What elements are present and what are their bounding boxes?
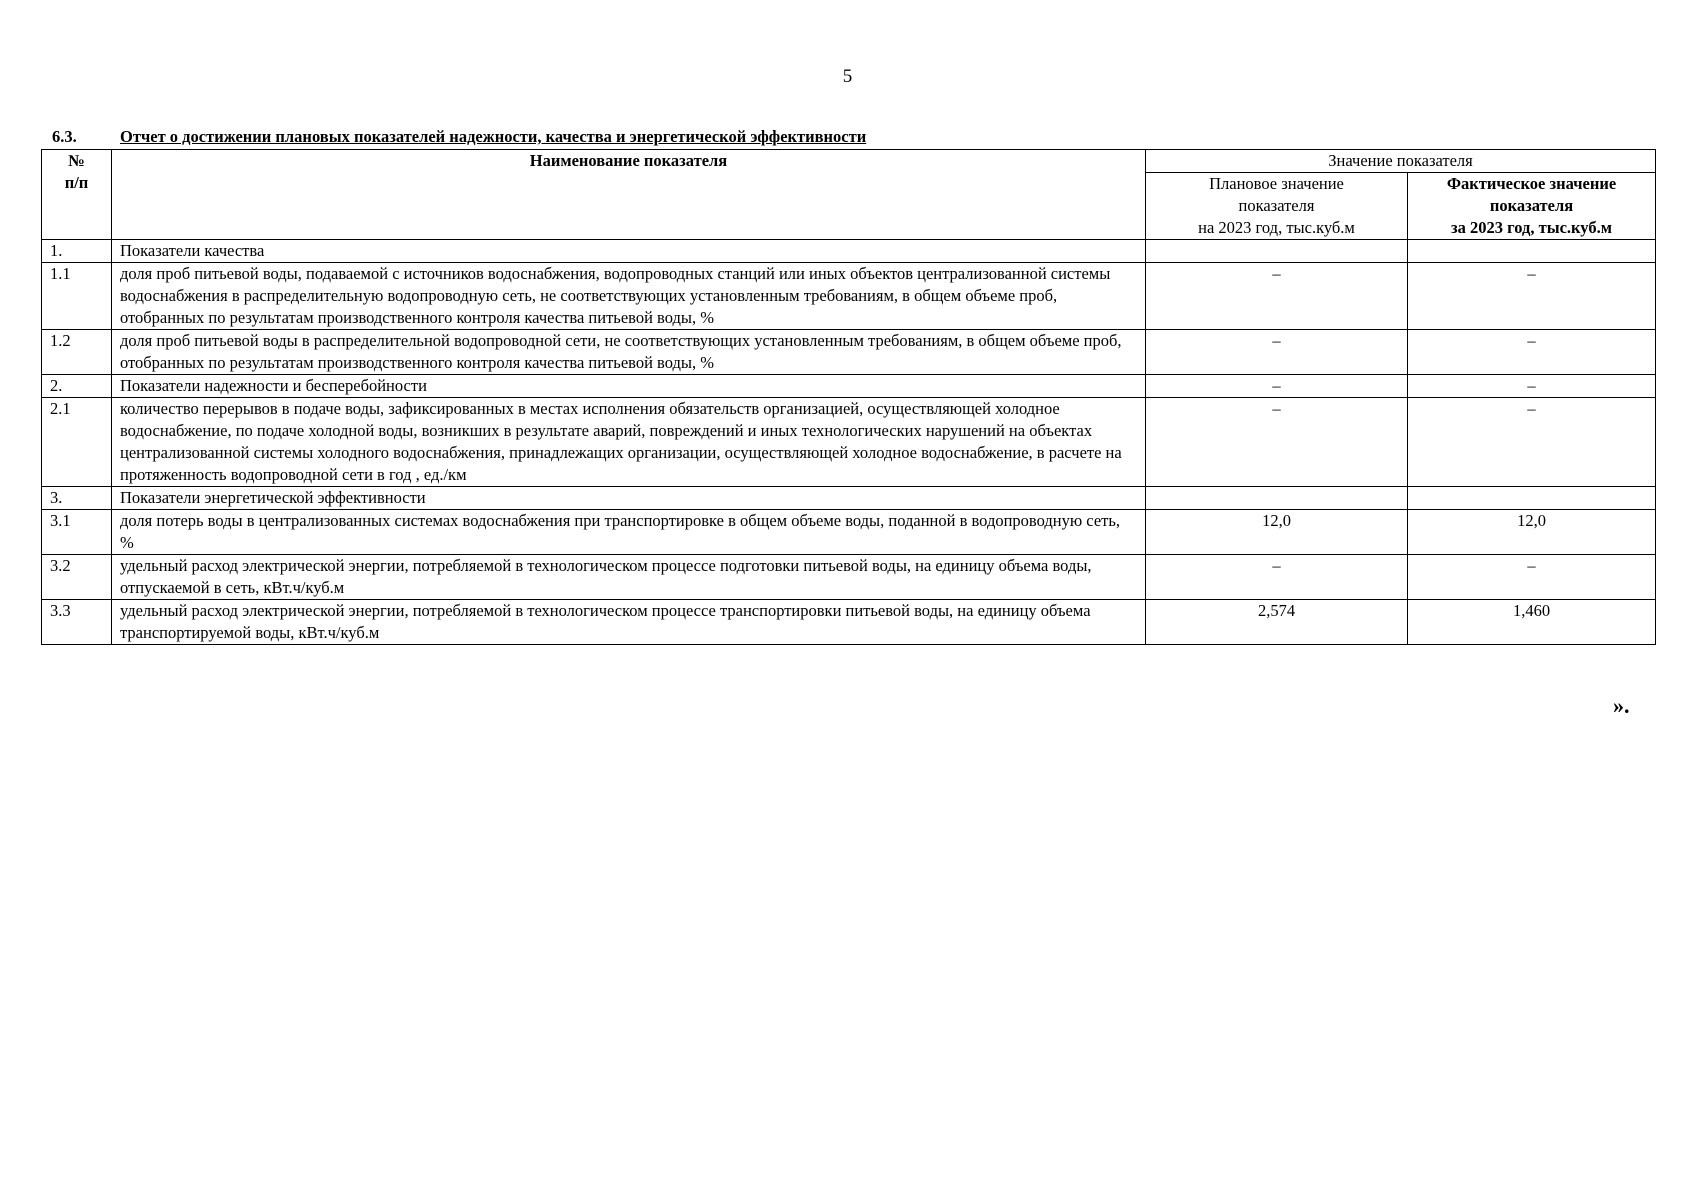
row-fact-value: – xyxy=(1408,263,1656,330)
header-fact-line1: Фактическое значение xyxy=(1446,174,1617,193)
row-name: Показатели энергетической эффективности xyxy=(112,487,1146,510)
table-row xyxy=(42,263,1656,330)
table-row xyxy=(42,487,1656,510)
row-plan-value: – xyxy=(1146,263,1408,330)
row-name: Показатели качества xyxy=(112,240,1146,263)
row-fact-value: – xyxy=(1408,330,1656,375)
table-row xyxy=(42,398,1656,487)
row-fact-value: 1,460 xyxy=(1408,600,1656,645)
row-name: доля проб питьевой воды, подаваемой с источников водоснабжения, водопроводных станций или иных объектов централизованной системы водоснабжения в распределительную водопроводную сеть, не соответствующих установленным требованиям, в общем объеме проб, отобранных по результатам производственного контроля качества питьевой воды, % xyxy=(112,263,1146,330)
row-number: 3.3 xyxy=(42,600,112,645)
row-number: 2.1 xyxy=(42,398,112,487)
header-plan-cell xyxy=(1146,173,1408,240)
table-row xyxy=(42,600,1656,645)
table-row xyxy=(42,330,1656,375)
row-plan-value: 12,0 xyxy=(1146,510,1408,555)
row-name: доля проб питьевой воды в распределительной водопроводной сети, не соответствующих установленным требованиям, в общем объеме проб, отобранных по результатам производственного контроля качества питьевой воды, % xyxy=(112,330,1146,375)
row-fact-value: 12,0 xyxy=(1408,510,1656,555)
header-num-cell xyxy=(42,150,112,240)
header-name-cell: Наименование показателя xyxy=(112,150,1146,240)
row-number: 1. xyxy=(42,240,112,263)
row-fact-value: – xyxy=(1408,398,1656,487)
header-plan-line1: Плановое значение xyxy=(1209,174,1344,193)
row-name: количество перерывов в подаче воды, зафиксированных в местах исполнения обязательств организацией, осуществляющей холодное водоснабжение, по подаче холодной воды, возникших в результате аварий, повреждений и иных технологических нарушений на объектах централизованной системы холодного водоснабжения, принадлежащих организации, осуществляющей холодное водоснабжение, в расчете на протяженность водопроводной сети в год , ед./км xyxy=(112,398,1146,487)
row-name: удельный расход электрической энергии, потребляемой в технологическом процессе подготовки питьевой воды, на единицу объема воды, отпускаемой в сеть, кВт.ч/куб.м xyxy=(112,555,1146,600)
indicators-table xyxy=(41,149,1656,645)
row-number: 3.2 xyxy=(42,555,112,600)
row-fact-value xyxy=(1408,487,1656,510)
closing-quote-mark: ». xyxy=(1613,693,1630,718)
row-plan-value xyxy=(1146,487,1408,510)
row-plan-value: – xyxy=(1146,330,1408,375)
table-row xyxy=(42,240,1656,263)
row-name: удельный расход электрической энергии, потребляемой в технологическом процессе транспортировки питьевой воды, на единицу объема транспортируемой воды, кВт.ч/куб.м xyxy=(112,600,1146,645)
table-row xyxy=(42,555,1656,600)
row-plan-value: – xyxy=(1146,375,1408,398)
section-title: Отчет о достижении плановых показателей надежности, качества и энергетической эффективности xyxy=(120,127,867,146)
row-number: 1.2 xyxy=(42,330,112,375)
row-plan-value: 2,574 xyxy=(1146,600,1408,645)
table-header-row-1 xyxy=(42,150,1656,173)
page-number: 5 xyxy=(842,66,853,87)
header-fact-line2: показателя xyxy=(1489,196,1574,215)
header-plan-line3: на 2023 год, тыс.куб.м xyxy=(1198,218,1355,237)
header-num-line2: п/п xyxy=(64,173,89,192)
section-heading xyxy=(52,127,866,147)
table-row xyxy=(42,510,1656,555)
header-num-line1: № xyxy=(68,151,85,170)
row-plan-value: – xyxy=(1146,398,1408,487)
row-fact-value xyxy=(1408,240,1656,263)
row-number: 3.1 xyxy=(42,510,112,555)
row-number: 2. xyxy=(42,375,112,398)
section-number: 6.3. xyxy=(52,127,77,146)
row-plan-value xyxy=(1146,240,1408,263)
row-fact-value: – xyxy=(1408,375,1656,398)
header-fact-line3: за 2023 год, тыс.куб.м xyxy=(1451,218,1612,237)
header-fact-cell xyxy=(1408,173,1656,240)
row-fact-value: – xyxy=(1408,555,1656,600)
row-name: доля потерь воды в централизованных системах водоснабжения при транспортировке в общем объеме воды, поданной в водопроводную сеть, % xyxy=(112,510,1146,555)
header-plan-line2: показателя xyxy=(1238,196,1315,215)
row-number: 3. xyxy=(42,487,112,510)
header-value-group: Значение показателя xyxy=(1146,150,1656,173)
row-name: Показатели надежности и бесперебойности xyxy=(112,375,1146,398)
table-row xyxy=(42,375,1656,398)
row-plan-value: – xyxy=(1146,555,1408,600)
row-number: 1.1 xyxy=(42,263,112,330)
